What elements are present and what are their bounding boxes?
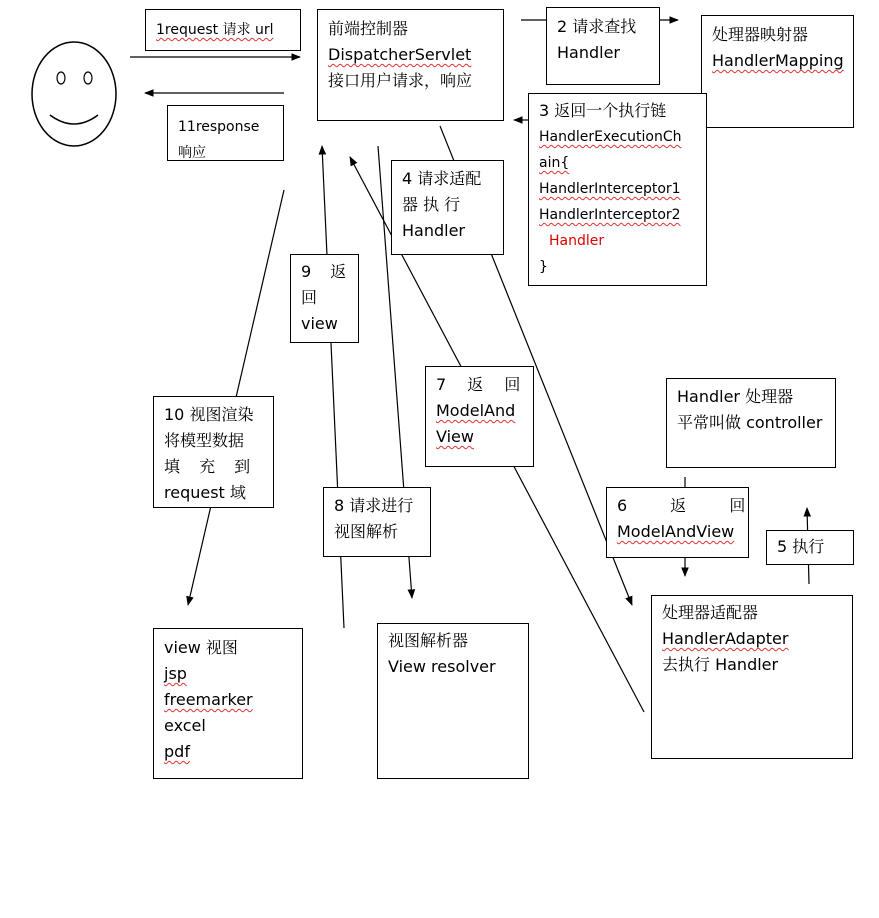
mav7-line2: ModelAnd (436, 401, 516, 420)
view-type-excel: excel (164, 716, 206, 735)
handler-mapping-class: HandlerMapping (712, 51, 844, 70)
exec-chain-close: } (539, 259, 548, 275)
adapter-exec-line2: 器 执 行 (402, 195, 461, 214)
view-type-pdf: pdf (164, 742, 190, 761)
exec-chain-class-1: HandlerExecutionCh (539, 129, 682, 145)
handler-mapping-box (701, 15, 854, 128)
view-resolver-class: View resolver (388, 657, 496, 676)
request-url-label (145, 9, 301, 51)
view-resolve-line2: 视图解析 (334, 522, 399, 541)
adapter-exec-line3: Handler (402, 221, 465, 240)
mav6-line1: 6 返 回 (617, 496, 746, 515)
find-handler-line2: Handler (557, 43, 620, 62)
view-types-title: view 视图 (164, 638, 238, 657)
return-view-line1: 9 返 (301, 262, 347, 281)
view-types-box (153, 628, 303, 779)
view-resolver-title: 视图解析器 (388, 631, 469, 650)
response-line1: 11response (178, 119, 260, 135)
mav7-line3: View (436, 427, 474, 446)
dispatcher-title: 前端控制器 (328, 19, 409, 38)
view-type-freemarker: freemarker (164, 690, 253, 709)
request-label: 1request 请求 url (156, 22, 274, 38)
return-view-line2: 回 (301, 288, 318, 307)
user-smiley-icon (32, 42, 116, 146)
view-render-label (153, 396, 274, 508)
return-view-line3: view (301, 314, 338, 333)
view-resolve-line1: 8 请求进行 (334, 496, 414, 515)
render-line2: 将模型数据 (164, 431, 245, 450)
view-type-jsp: jsp (164, 664, 187, 683)
handler-mapping-title: 处理器映射器 (712, 25, 809, 44)
return-view-label (290, 254, 359, 343)
execute-line: 5 执行 (777, 537, 825, 556)
exec-chain-class-2: ain{ (539, 155, 570, 171)
handler-controller-line2: 平常叫做 controller (677, 413, 823, 432)
render-line1: 10 视图渲染 (164, 405, 254, 424)
request-adapter-label (391, 160, 504, 255)
find-handler-label (546, 7, 660, 85)
handler-controller-box (666, 378, 836, 468)
render-line4: request 域 (164, 483, 246, 502)
view-resolver-box (377, 623, 529, 779)
return-modelandview-label (425, 366, 534, 467)
response-line2: 响应 (178, 145, 206, 161)
dispatcher-servlet-box (317, 9, 504, 121)
response-label (167, 105, 284, 161)
mav7-line1: 7 返 回 (436, 375, 521, 394)
chain-handler: Handler (549, 233, 605, 249)
adapter-exec-line1: 4 请求适配 (402, 169, 482, 188)
execution-chain-box (528, 93, 707, 286)
interceptor-1: HandlerInterceptor1 (539, 181, 681, 197)
dispatcher-class: DispatcherServlet (328, 45, 472, 64)
execute-label (766, 530, 854, 565)
request-view-resolve-label (323, 487, 431, 557)
exec-chain-title: 3 返回一个执行链 (539, 101, 667, 120)
interceptor-2: HandlerInterceptor2 (539, 207, 681, 223)
dispatcher-desc: 接口用户请求，响应 (328, 71, 473, 90)
adapter-desc: 去执行 Handler (662, 655, 779, 674)
render-line3: 填 充 到 (164, 457, 251, 476)
return-modelandview-6-label (606, 487, 749, 558)
handler-adapter-box (651, 595, 853, 759)
find-handler-line1: 2 请求查找 (557, 17, 637, 36)
adapter-class: HandlerAdapter (662, 629, 789, 648)
handler-controller-line1: Handler 处理器 (677, 387, 794, 406)
adapter-title: 处理器适配器 (662, 603, 759, 622)
mav6-line2: ModelAndView (617, 522, 735, 541)
